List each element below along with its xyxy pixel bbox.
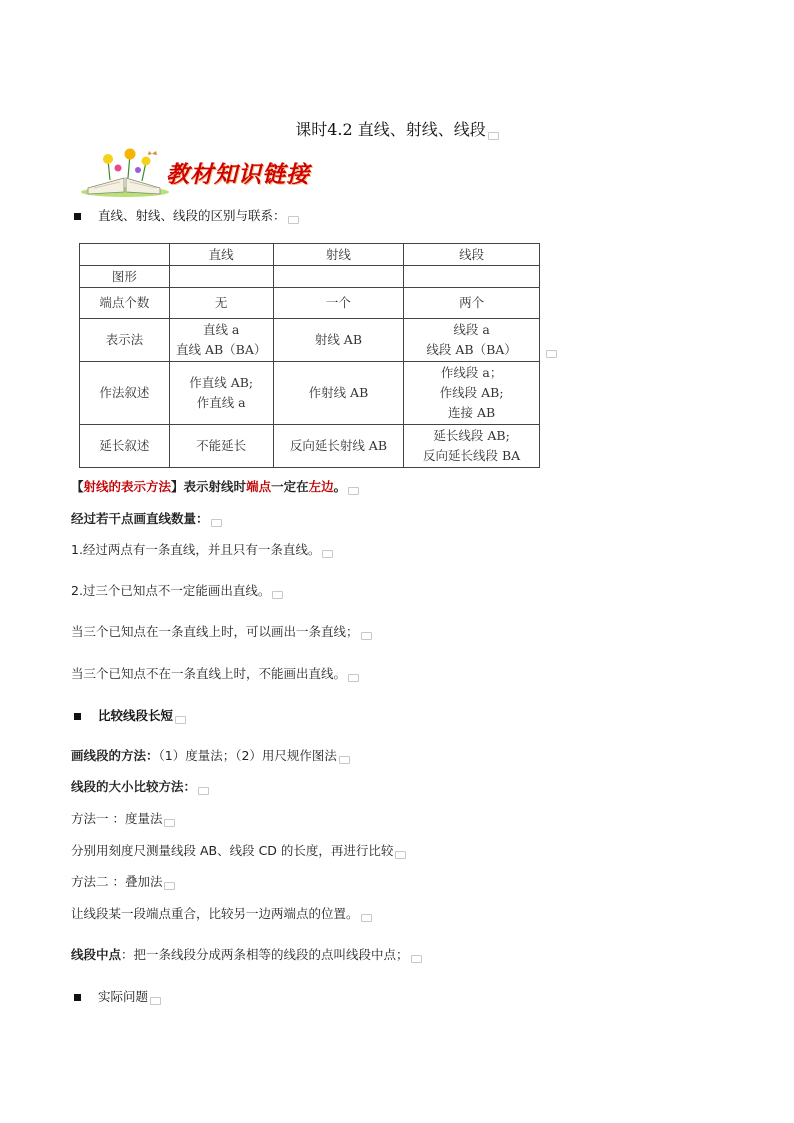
table-header-row [80, 244, 540, 266]
row-label: 表示法 [80, 319, 170, 362]
table-header [80, 244, 170, 266]
midpoint-definition: 线段中点：把一条线段分成两条相等的线段的点叫线段中点； [71, 945, 422, 963]
table-row [80, 362, 540, 425]
section-banner [80, 148, 345, 198]
lines-count-case-2: 当三个已知点不在一条直线上时，不能画出直线。 [71, 664, 359, 682]
section-heading-1: 直线、射线、线段的区别与联系： [74, 206, 299, 224]
lines-count-heading: 经过若干点画直线数量： [71, 509, 222, 527]
section-heading-2: 比较线段长短 [74, 706, 186, 724]
table-cell [273, 266, 404, 288]
paragraph-mark-icon [175, 716, 186, 724]
paragraph-mark-icon [322, 550, 333, 558]
page-title: 课时4.2 直线、射线、线段 [0, 117, 794, 140]
table-cell: 反向延长射线 AB [273, 425, 404, 468]
table-cell: 射线 AB [273, 319, 404, 362]
table-row [80, 266, 540, 288]
method-2: 方法二 ：叠加法 [71, 872, 175, 890]
table-cell [404, 266, 540, 288]
paragraph-mark-icon [361, 632, 372, 640]
paragraph-mark-icon [395, 851, 406, 859]
table-cell: 直线 a 直线 AB（BA） [169, 319, 273, 362]
paragraph-mark-icon [150, 997, 161, 1005]
table-cell: 延长线段 AB; 反向延长线段 BA [404, 425, 540, 468]
size-compare-heading: 线段的大小比较方法： [71, 777, 209, 795]
paragraph-mark-icon [198, 787, 209, 795]
section-heading-3: 实际问题 [74, 987, 161, 1005]
table-cell: 作射线 AB [273, 362, 404, 425]
paragraph-mark-icon [411, 955, 422, 963]
comparison-table [79, 243, 540, 468]
table-cell: 两个 [404, 288, 540, 319]
table-header: 射线 [273, 244, 404, 266]
lines-count-case-1: 当三个已知点在一条直线上时，可以画出一条直线； [71, 622, 372, 640]
banner-title: 教材知识链接 [166, 162, 310, 188]
table-row [80, 288, 540, 319]
lines-count-point-2: 2.过三个已知点不一定能画出直线。 [71, 581, 283, 599]
row-label: 图形 [80, 266, 170, 288]
table-cell: 作线段 a； 作线段 AB; 连接 AB [404, 362, 540, 425]
paragraph-mark-icon [164, 819, 175, 827]
open-book-flowers-icon [80, 148, 170, 198]
lines-count-point-1: 1.经过两点有一条直线，并且只有一条直线。 [71, 540, 333, 558]
square-bullet-icon [74, 713, 81, 720]
method-1-desc: 分别用刻度尺测量线段 AB、线段 CD 的长度，再进行比较 [71, 841, 406, 859]
table-cell: 一个 [273, 288, 404, 319]
table-cell: 不能延长 [169, 425, 273, 468]
table-header: 直线 [169, 244, 273, 266]
paragraph-mark-icon [348, 487, 359, 495]
paragraph-mark-icon [272, 591, 283, 599]
paragraph-mark-icon [211, 519, 222, 527]
method-2-desc: 让线段某一段端点重合，比较另一边两端点的位置。 [71, 904, 372, 922]
paragraph-mark-icon [546, 350, 557, 358]
paragraph-mark-icon [339, 756, 350, 764]
ray-note: 【射线的表示方法】表示射线时端点一定在左边。 [71, 477, 359, 495]
row-label: 端点个数 [80, 288, 170, 319]
table-cell [169, 266, 273, 288]
table-cell: 作直线 AB; 作直线 a [169, 362, 273, 425]
paragraph-mark-icon [348, 674, 359, 682]
paragraph-mark-icon [288, 216, 299, 224]
row-label: 作法叙述 [80, 362, 170, 425]
paragraph-mark-icon [361, 914, 372, 922]
paragraph-mark-icon [164, 882, 175, 890]
table-row [80, 319, 540, 362]
row-label: 延长叙述 [80, 425, 170, 468]
square-bullet-icon [74, 213, 81, 220]
table-header: 线段 [404, 244, 540, 266]
table-cell: 线段 a 线段 AB（BA） [404, 319, 540, 362]
table-cell: 无 [169, 288, 273, 319]
draw-methods: 画线段的方法：（1）度量法；（2）用尺规作图法 [71, 746, 350, 764]
method-1: 方法一 ：度量法 [71, 809, 175, 827]
square-bullet-icon [74, 994, 81, 1001]
paragraph-mark-icon [488, 132, 499, 140]
table-row [80, 425, 540, 468]
